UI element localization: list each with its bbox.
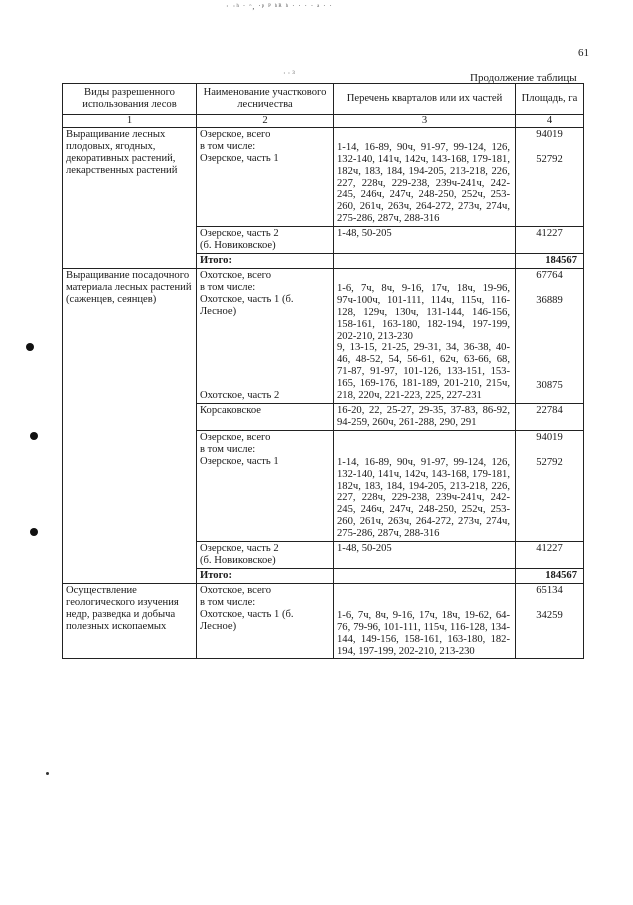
empty-cell — [334, 568, 516, 583]
column-number: 4 — [516, 114, 584, 127]
forestry-cell — [197, 403, 334, 430]
forestry-cell — [197, 227, 334, 254]
quarters-cell: 1-48, 50-205 — [334, 542, 516, 569]
use-type-cell: Осуществление геологического изучения недр, разведка и добыча полезных ископаемых — [63, 583, 197, 659]
scan-speck — [46, 772, 49, 775]
forestry-line: Озерское, всего — [200, 431, 271, 443]
area-sub-value: 30875 — [536, 379, 563, 391]
total-label: Итого: — [197, 253, 334, 268]
total-value: 184567 — [516, 253, 584, 268]
forestry-line: (б. Новиковское) — [200, 555, 276, 566]
quarters-cell — [334, 268, 516, 403]
forestry-line: Озерское, всего — [200, 128, 271, 140]
quarters-cell — [334, 430, 516, 541]
area-cell — [516, 268, 584, 403]
forestry-line: Корсаковское — [200, 404, 261, 416]
forestry-line: в том числе: — [200, 443, 256, 455]
area-value: 65134 — [536, 584, 563, 596]
forestry-cell — [197, 430, 334, 541]
table-header-row — [63, 84, 584, 115]
area-cell — [516, 127, 584, 226]
quarters-text: 1-14, 16-89, 90ч, 91-97, 99-124, 126, 132-140, 141ч, 142ч, 143-168, 179-181, 182ч, 183, 184, 194-205, 213-218, 226, 227, 228ч, 229-238, 239ч-241ч, 242-245, 246ч, 247ч, 248-250, 252ч, 253-260, 261ч, 263ч, 264-272, 273ч, 274ч, 275-286, 287ч, 288-316 — [337, 456, 510, 540]
continuation-note: Продолжение таблицы — [470, 72, 577, 84]
forestry-line: (б. Новиковское) — [200, 240, 276, 252]
quarters-cell: 1-48, 50-205 — [334, 227, 516, 254]
forestry-sub-label: Охотское, часть 1 (б. Лесное) — [200, 293, 294, 317]
forestry-sub-label: Озерское, часть 1 — [200, 152, 279, 164]
area-sub-value: 34259 — [536, 609, 563, 621]
punch-hole — [26, 343, 34, 351]
column-number: 2 — [197, 114, 334, 127]
header-quarters: Перечень кварталов или их частей — [334, 84, 516, 115]
quarters-text: 9, 13-15, 21-25, 29-31, 34, 36-38, 40-46, 48-52, 54, 56-61, 62ч, 63-66, 68, 71-87, 91-97, 101-126, 133-151, 153-165, 169-176, 181-189, 201-210, 215ч, 218, 220ч, 221-223, 225, 227-231 — [337, 342, 510, 402]
forestry-line: Охотское, всего — [200, 584, 272, 596]
area-cell — [516, 583, 584, 659]
quarters-cell — [334, 127, 516, 226]
column-number-row — [63, 114, 584, 127]
table-row — [63, 583, 584, 659]
area-value: 67764 — [536, 269, 563, 281]
empty-cell — [334, 253, 516, 268]
header-forestry: Наименование участкового лесничества — [197, 84, 334, 115]
area-value: 94019 — [536, 128, 563, 140]
total-value: 184567 — [516, 568, 584, 583]
forestry-sub-label: Охотское, часть 1 (б. Лесное) — [200, 608, 294, 632]
header-use-type: Виды разрешенного использования лесов — [63, 84, 197, 115]
header-area: Площадь, га — [516, 84, 584, 115]
area-value: 94019 — [536, 431, 563, 443]
forestry-line: Озерское, часть 2 — [200, 228, 279, 240]
quarters-text: 1-14, 16-89, 90ч, 91-97, 99-124, 126, 132-140, 141ч, 142ч, 143-168, 179-181, 182ч, 183, 184, 194-205, 213-218, 226, 227, 228ч, 229-238, 239ч-241ч, 242-245, 246ч, 247ч, 248-250, 252ч, 253-260, 261ч, 263ч, 264-272, 273ч, 274ч, 275-286, 287ч, 288-316 — [337, 141, 510, 225]
area-cell: 41227 — [516, 542, 584, 569]
punch-hole — [30, 528, 38, 536]
page-number: 61 — [578, 47, 589, 59]
area-sub-value: 52792 — [536, 456, 563, 468]
forestry-line: в том числе: — [200, 281, 256, 293]
forestry-sub-label: Озерское, часть 1 — [200, 455, 279, 467]
area-sub-value: 36889 — [536, 294, 563, 306]
use-type-cell: Выращивание посадочного материала лесных растений (саженцев, сеянцев) — [63, 268, 197, 583]
forest-use-table — [62, 83, 584, 659]
forestry-cell — [197, 542, 334, 569]
forestry-line: Озерское, часть 2 — [200, 543, 279, 555]
forestry-cell — [197, 268, 334, 403]
column-number: 3 — [334, 114, 516, 127]
use-type-cell: Выращивание лесных плодовых, ягодных, декоративных растений, лекарственных растений — [63, 127, 197, 268]
quarters-cell — [334, 583, 516, 659]
area-cell: 41227 — [516, 227, 584, 254]
area-cell — [516, 430, 584, 541]
quarters-text: 1-6, 7ч, 8ч, 9-16, 17ч, 18ч, 19-96, 97ч-100ч, 101-111, 114ч, 115ч, 116-128, 129ч, 130ч, 131-144, 146-156, 158-161, 163-180, 182-194, 197-199, 202-210, 213-230 — [337, 282, 510, 342]
forestry-line: в том числе: — [200, 596, 256, 608]
forestry-line: в том числе: — [200, 140, 256, 152]
area-cell: 22784 — [516, 403, 584, 430]
total-label: Итого: — [197, 568, 334, 583]
table-row — [63, 268, 584, 403]
forestry-sub-label: Охотское, часть 2 — [200, 389, 280, 401]
table-row — [63, 127, 584, 226]
punch-hole — [30, 432, 38, 440]
quarters-text: 1-6, 7ч, 8ч, 9-16, 17ч, 18ч, 19-62, 64-76, 79-96, 101-111, 115ч, 116-128, 134-144, 149-156, 158-161, 163-180, 182-194, 197-199, 202-210, 213-230 — [337, 609, 510, 657]
scan-noise-mid: · · ³ — [283, 69, 295, 78]
forestry-cell — [197, 127, 334, 226]
scan-noise-top: · ·ʰ ˑ ᵔ, ˑᵖ ᴾ ʰᴿ ʰ ˑ ˑ ˑ ˑ ᵃ ˑ ˑ — [226, 2, 333, 11]
forestry-cell — [197, 583, 334, 659]
area-sub-value: 52792 — [536, 153, 563, 165]
column-number: 1 — [63, 114, 197, 127]
forestry-line: Охотское, всего — [200, 269, 272, 281]
quarters-cell: 16-20, 22, 25-27, 29-35, 37-83, 86-92, 94-259, 260ч, 261-288, 290, 291 — [334, 403, 516, 430]
